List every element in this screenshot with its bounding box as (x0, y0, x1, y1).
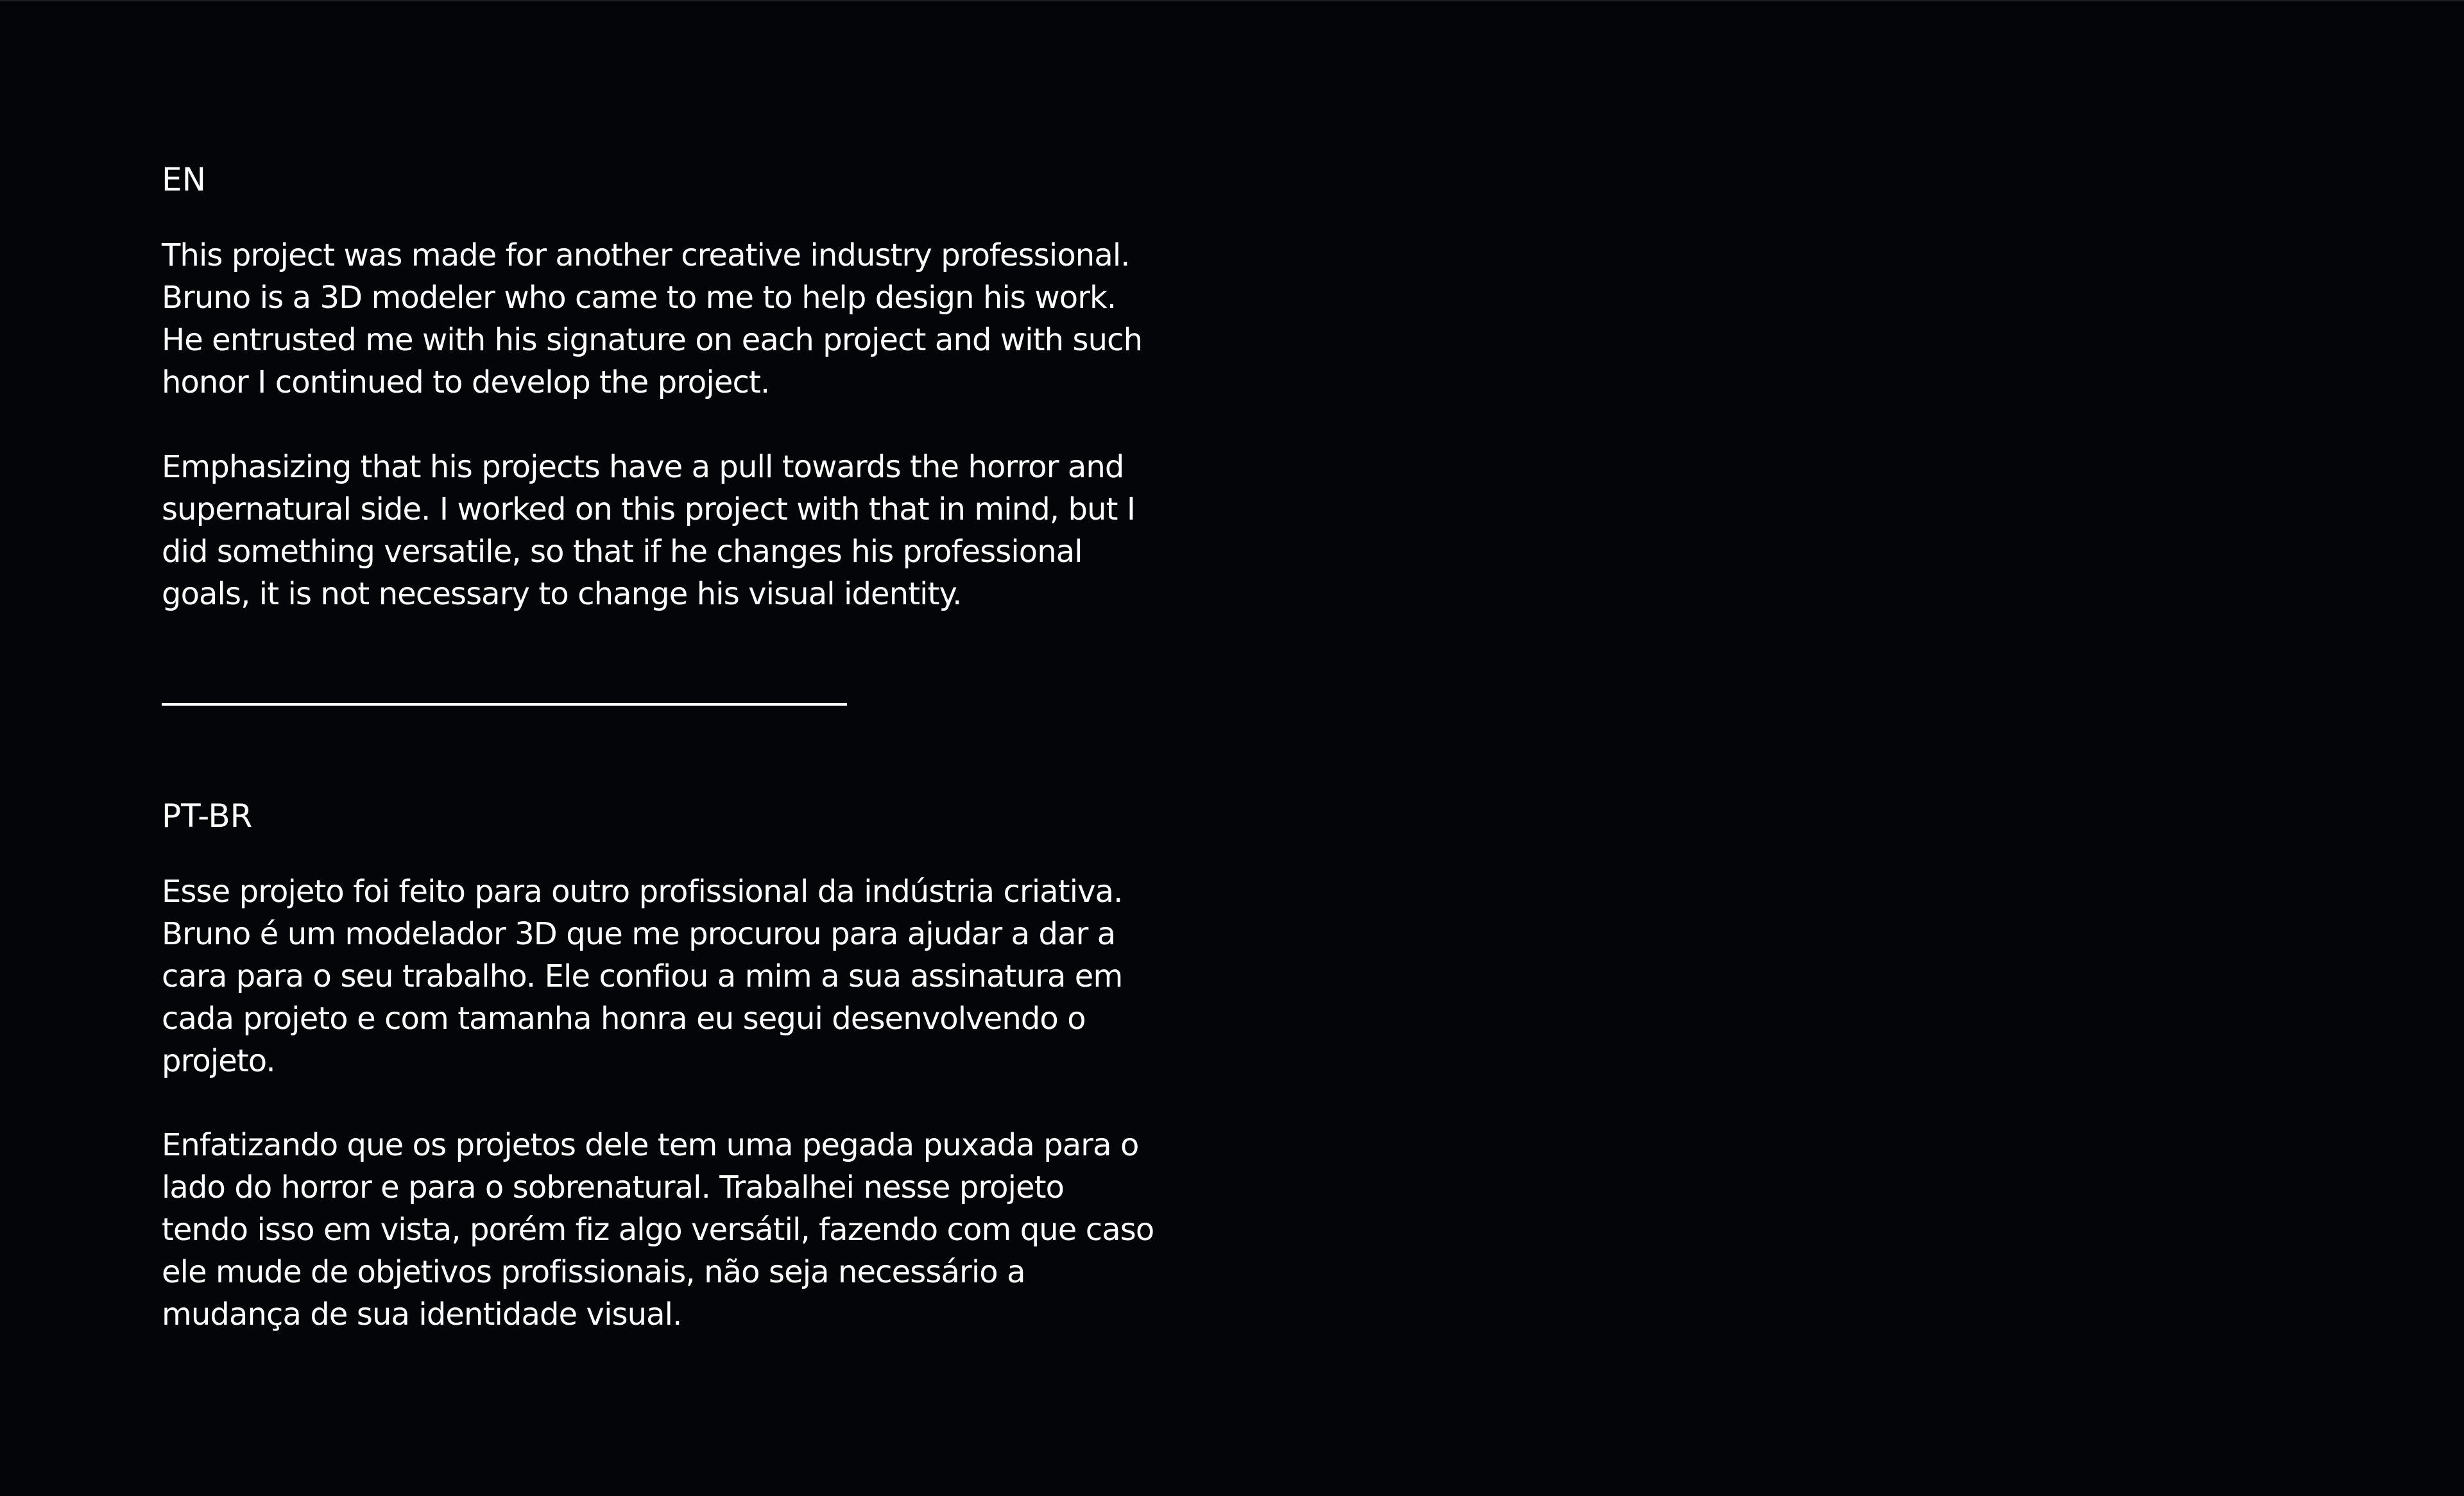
english-paragraph-1: This project was made for another creative industry professional. Bruno is a 3D modeler who came to me to help design his work. He entrusted me with his signature on each project and with such honor I continued to develop the project. (162, 237, 1143, 400)
english-section-label: EN (162, 161, 206, 198)
section-divider (162, 703, 847, 706)
portuguese-paragraph-2: Enfatizando que os projetos dele tem uma pegada puxada para o lado do horror e para o sobrenatural. Trabalhei nesse projeto tendo isso em vista, porém fiz algo versátil, fazendo com que caso ele mude de objetivos profissionais, não seja necessário a mudança de sua identidade visual. (162, 1127, 1154, 1332)
english-paragraph-2: Emphasizing that his projects have a pull towards the horror and supernatural side. I worked on this project with that in mind, but I did something versatile, so that if he changes his professional goals, it is not necessary to change his visual identity. (162, 449, 1136, 612)
portuguese-section-label: PT-BR (162, 797, 253, 835)
portuguese-paragraph-1: Esse projeto foi feito para outro profissional da indústria criativa. Bruno é um modelador 3D que me procurou para ajudar a dar a cara para o seu trabalho. Ele confiou a mim a sua assinatura em cada projeto e com tamanha honra eu segui desenvolvendo o projeto. (162, 874, 1123, 1079)
